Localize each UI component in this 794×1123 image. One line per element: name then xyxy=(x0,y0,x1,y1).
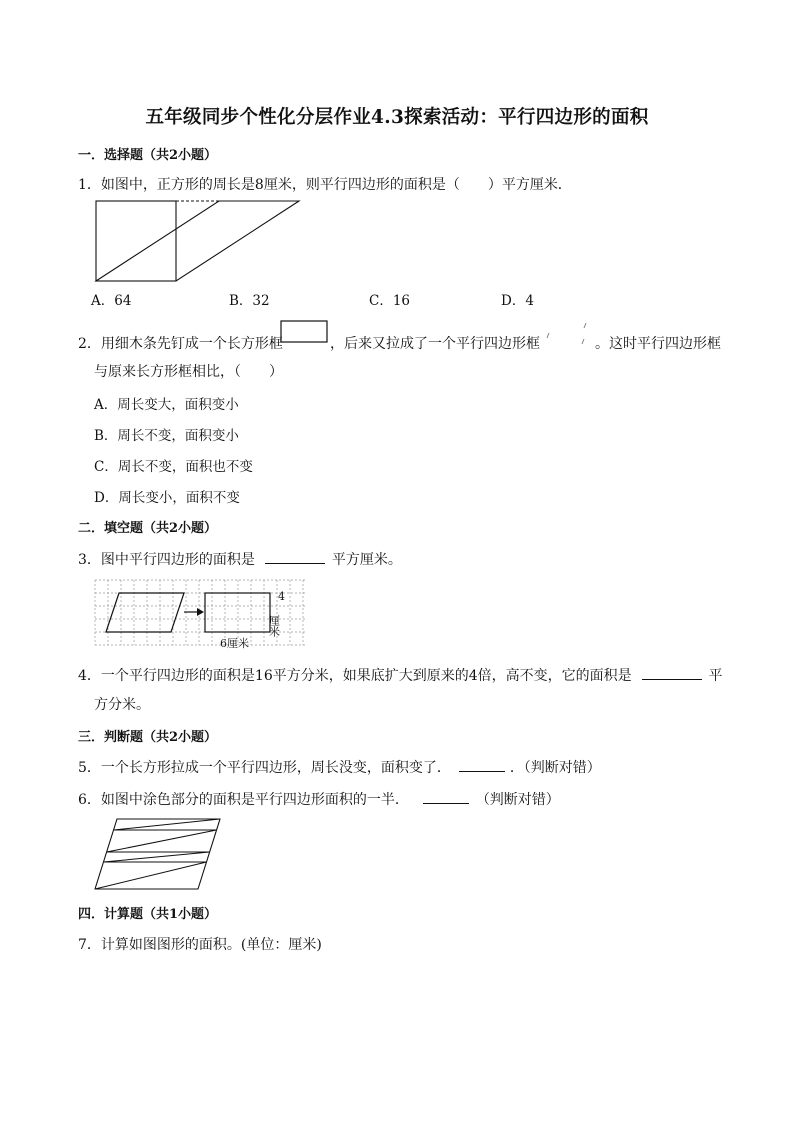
question-2-text-b: ，后来又拉成了一个平行四边形框 xyxy=(330,336,540,352)
question-2-text-d: 与原来长方形框相比，（ ） xyxy=(94,364,283,380)
q3-height-label-top: 4 xyxy=(278,590,285,603)
section-heading-choice: 一．选择题（共2小题） xyxy=(78,148,218,163)
q6-figure xyxy=(94,817,224,891)
q5-answer-blank[interactable] xyxy=(459,757,505,772)
q2-option-d[interactable]: D．周长变小，面积不变 xyxy=(94,490,240,506)
q1-option-b[interactable]: B．32 xyxy=(229,293,270,309)
q3-height-label-bottom: 厘米 xyxy=(267,615,281,637)
q2-option-b[interactable]: B．周长不变，面积变小 xyxy=(94,428,239,444)
q3-answer-blank[interactable] xyxy=(265,549,325,564)
question-3-text-a: 3．图中平行四边形的面积是 xyxy=(78,552,255,568)
question-4-text-c: 方分米。 xyxy=(94,697,150,713)
section-heading-calc: 四．计算题（共1小题） xyxy=(78,907,218,922)
section-heading-judge: 三．判断题（共2小题） xyxy=(78,730,218,745)
section-heading-fill: 二．填空题（共2小题） xyxy=(78,521,218,536)
q1-parallelogram xyxy=(96,201,299,281)
q1-figure xyxy=(95,199,305,283)
question-7-text: 7．计算如图图形的面积。(单位：厘米) xyxy=(78,937,322,953)
q1-square xyxy=(96,201,176,281)
q2-parallelogram-frame-figure xyxy=(545,322,595,346)
q4-answer-blank[interactable] xyxy=(642,665,702,680)
question-4-text xyxy=(78,665,723,685)
question-2-text-c: 。这时平行四边形框 xyxy=(595,336,721,352)
question-4-text-b: 平 xyxy=(708,668,723,684)
q2-rectangle-frame-figure xyxy=(280,320,330,344)
question-2-text-a: 2．用细木条先钉成一个长方形框 xyxy=(78,336,283,352)
question-3-text xyxy=(78,549,402,569)
question-1-text: 1．如图中，正方形的周长是8厘米，则平行四边形的面积是（ ）平方厘米． xyxy=(78,177,572,193)
q1-option-c[interactable]: C．16 xyxy=(369,293,411,309)
question-3-text-b: 平方厘米。 xyxy=(331,552,402,568)
q3-arrow-head xyxy=(197,608,204,616)
question-4-text-a: 4．一个平行四边形的面积是16平方分米，如果底扩大到原来的4倍，高不变，它的面积是 xyxy=(78,668,632,684)
page-title: 五年级同步个性化分层作业4.3探索活动：平行四边形的面积 xyxy=(145,107,649,128)
q1-option-a[interactable]: A．64 xyxy=(91,293,132,309)
q2-option-a[interactable]: A．周长变大，面积变小 xyxy=(94,397,239,413)
q3-width-label: 6厘米 xyxy=(220,637,249,650)
q1-option-d[interactable]: D．4 xyxy=(501,293,534,309)
question-6-text xyxy=(78,789,560,809)
q2-option-c[interactable]: C．周长不变，面积也不变 xyxy=(94,459,253,475)
q3-parallelogram xyxy=(106,593,184,632)
q6-answer-blank[interactable] xyxy=(423,789,469,804)
question-6-text-b: （判断对错） xyxy=(475,792,560,808)
question-5-text xyxy=(78,757,601,777)
question-5-text-a: 5．一个长方形拉成一个平行四边形，周长没变，面积变了． xyxy=(78,760,451,776)
question-5-text-b: ．（判断对错） xyxy=(509,760,601,776)
q3-rectangle xyxy=(205,593,270,632)
q3-grid-figure xyxy=(95,580,310,650)
question-6-text-a: 6．如图中涂色部分的面积是平行四边形面积的一半． xyxy=(78,792,409,808)
